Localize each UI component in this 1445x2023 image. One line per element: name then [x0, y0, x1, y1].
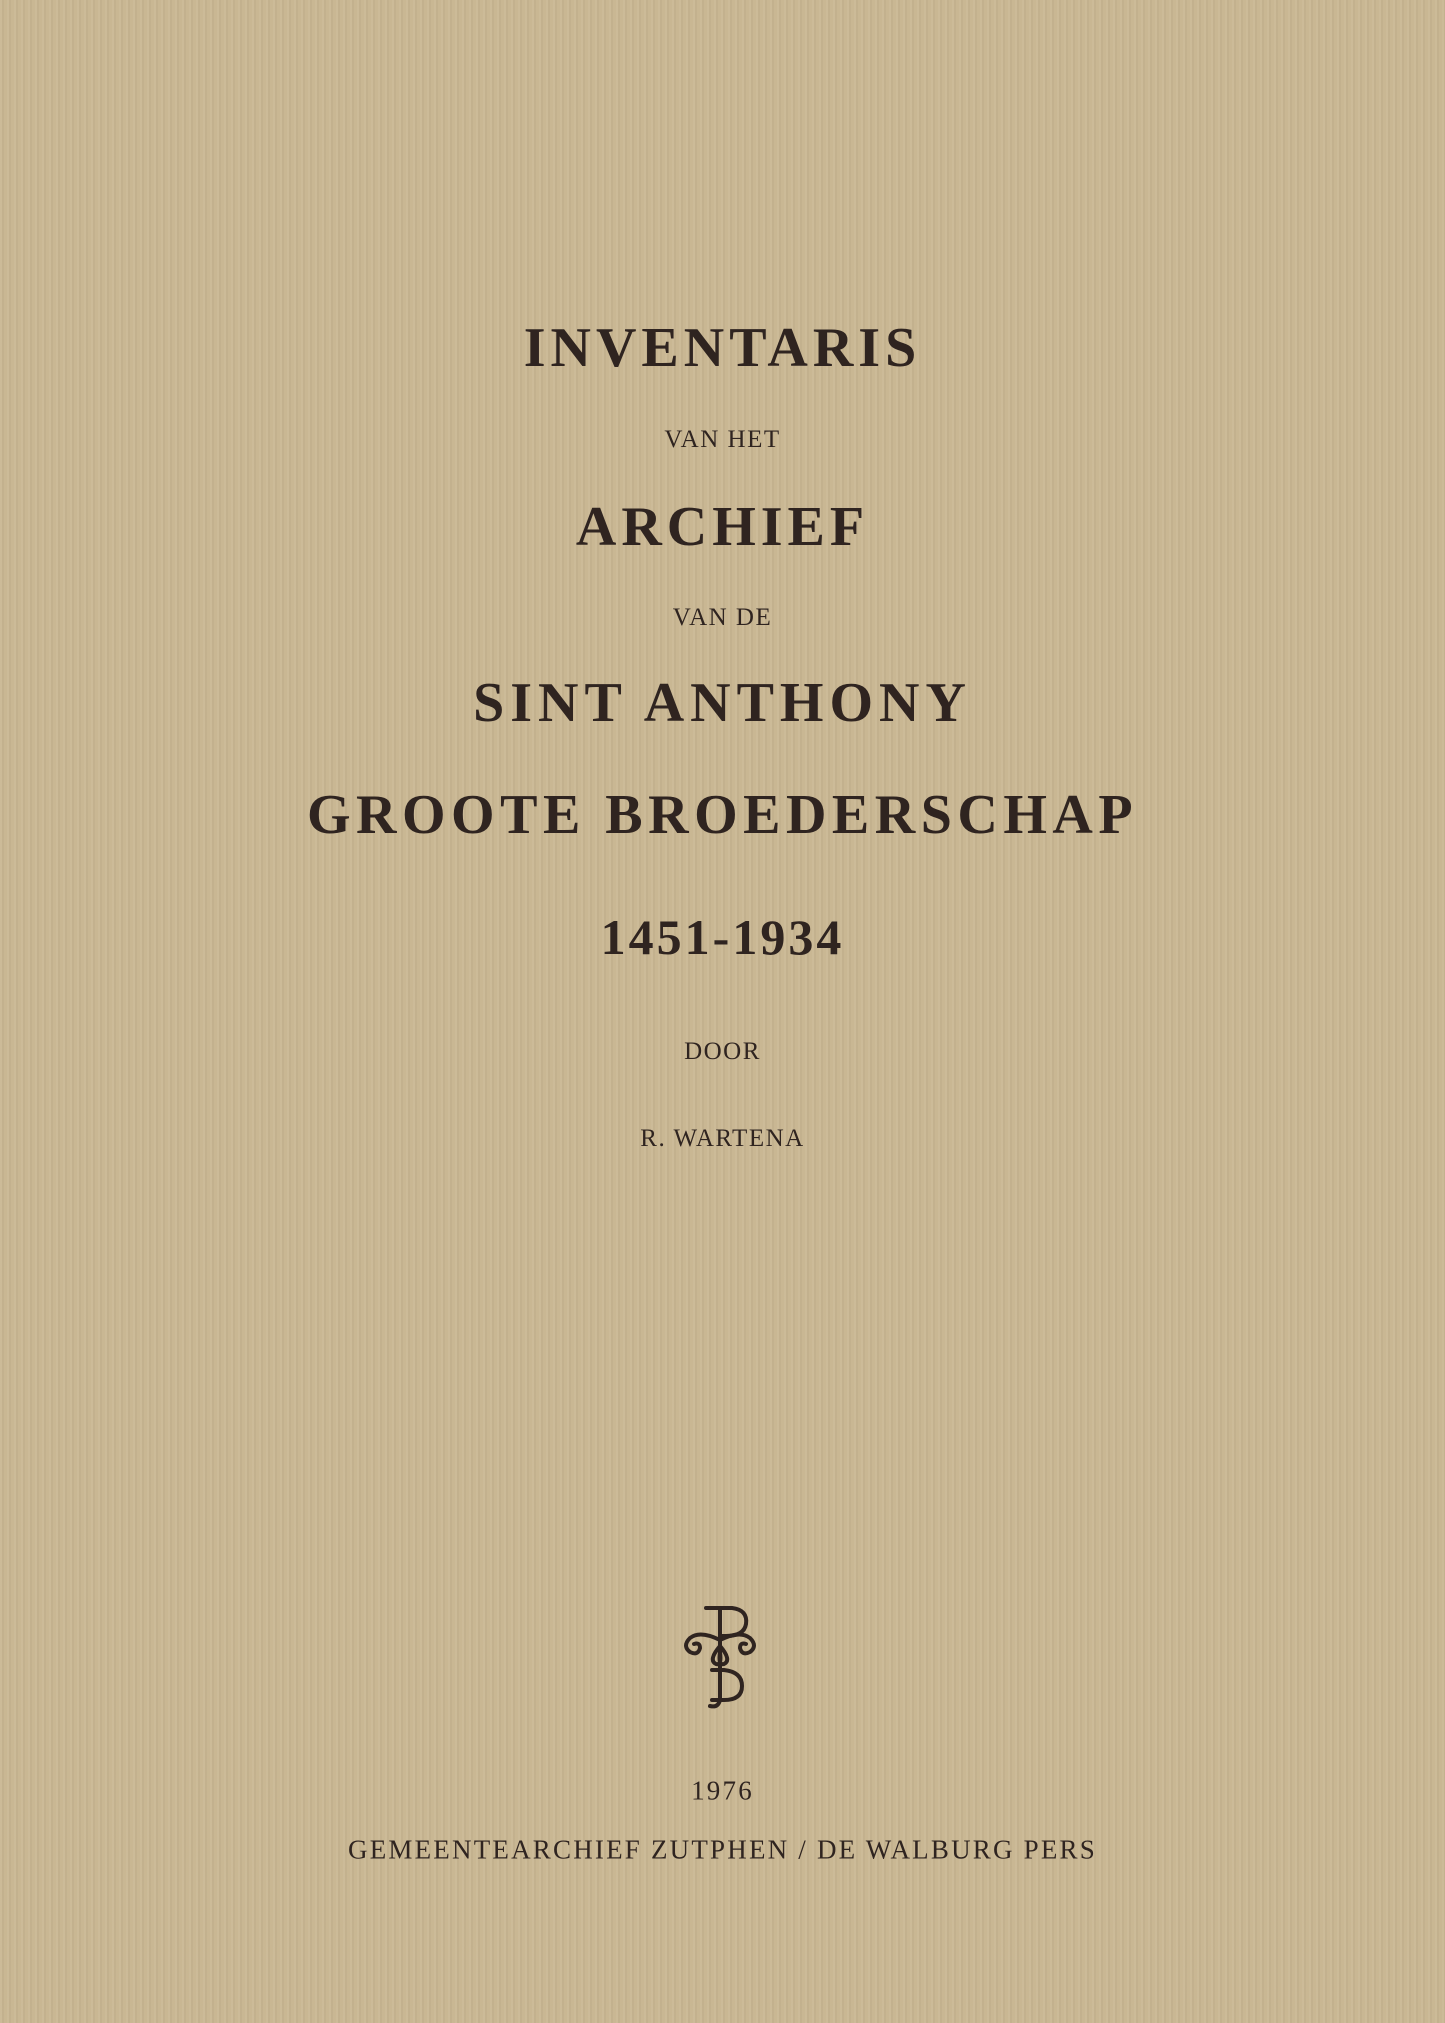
- connector-van-de: VAN DE: [672, 604, 773, 631]
- by-label: DOOR: [684, 1038, 761, 1065]
- author-name: R. WARTENA: [640, 1125, 805, 1152]
- publication-year: 1976: [691, 1775, 754, 1806]
- title-groote-broederschap: GROOTE BROEDERSCHAP: [306, 784, 1139, 846]
- publisher: GEMEENTEARCHIEF ZUTPHEN / DE WALBURG PERS: [348, 1834, 1097, 1865]
- title-sint-anthony: SINT ANTHONY: [473, 672, 972, 734]
- title-inventaris: INVENTARIS: [523, 317, 922, 379]
- date-range: 1451-1934: [600, 909, 845, 965]
- title-archief: ARCHIEF: [575, 496, 870, 558]
- connector-van-het: VAN HET: [664, 426, 781, 453]
- walburg-pers-monogram-icon: [670, 1600, 770, 1710]
